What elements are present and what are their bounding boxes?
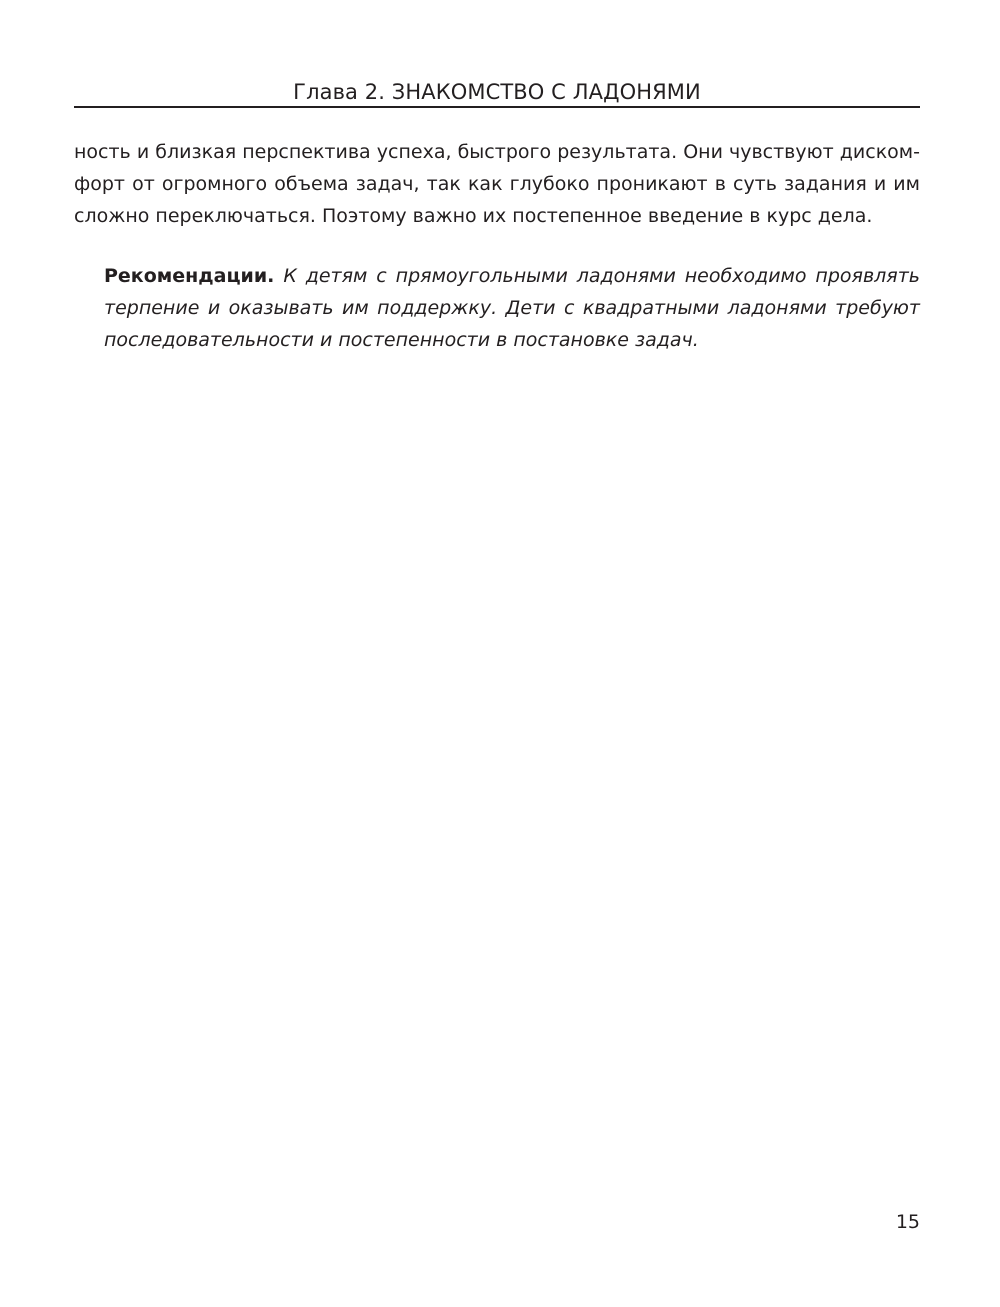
header-rule bbox=[74, 106, 920, 108]
text-line: последовательности и постепенности в постановке задач. bbox=[104, 329, 699, 351]
recommendations-text: К детям с прямоугольными ладонями необходимо проявлять bbox=[283, 265, 920, 287]
text-line: сложно переключаться. Поэтому важно их постепенное введение в курс дела. bbox=[74, 205, 873, 227]
page-number: 15 bbox=[895, 1211, 920, 1233]
recommendations-paragraph bbox=[74, 260, 920, 356]
text-line: терпение и оказывать им поддержку. Дети с квадратными ладонями требуют bbox=[104, 297, 920, 319]
running-head: Глава 2. ЗНАКОМСТВО С ЛАДОНЯМИ bbox=[293, 80, 701, 104]
text-line: форт от огромного объема задач, так как глубоко проникают в суть задания и им bbox=[74, 173, 920, 195]
body-paragraph bbox=[74, 136, 920, 232]
text-line bbox=[74, 260, 920, 292]
recommendations-lead: Рекомендации. bbox=[104, 265, 275, 287]
text-line: ность и близкая перспектива успеха, быстрого результата. Они чувствуют диском- bbox=[74, 141, 920, 163]
